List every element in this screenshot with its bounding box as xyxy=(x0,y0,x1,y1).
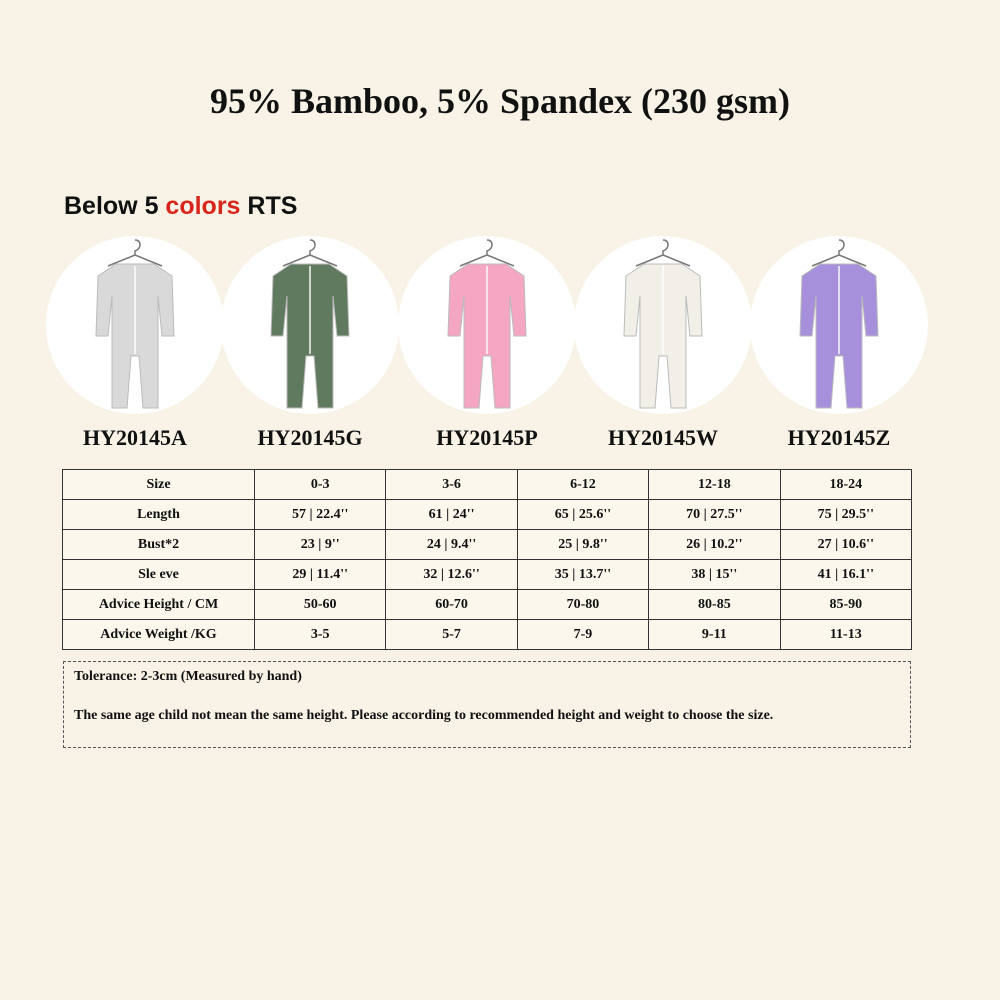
table-cell: 29 | 11.4'' xyxy=(255,560,386,590)
hanger-icon xyxy=(636,240,690,266)
notes-box xyxy=(63,661,911,748)
table-cell: 85-90 xyxy=(780,590,911,620)
row-header-cell: Advice Height / CM xyxy=(63,590,255,620)
table-cell: 38 | 15'' xyxy=(649,560,780,590)
product-code: HY20145W xyxy=(608,425,718,450)
hanger-icon xyxy=(108,240,162,266)
product-code: HY20145G xyxy=(257,425,363,450)
table-cell: 41 | 16.1'' xyxy=(780,560,911,590)
table-cell: 50-60 xyxy=(255,590,386,620)
table-cell: 32 | 12.6'' xyxy=(386,560,517,590)
table-row xyxy=(63,620,912,650)
table-cell: 3-6 xyxy=(386,470,517,500)
table-cell: 11-13 xyxy=(780,620,911,650)
table-cell: 25 | 9.8'' xyxy=(517,530,648,560)
table-cell: 61 | 24'' xyxy=(386,500,517,530)
table-cell: 9-11 xyxy=(649,620,780,650)
table-cell: 70-80 xyxy=(517,590,648,620)
row-header-cell: Bust*2 xyxy=(63,530,255,560)
subtitle-suffix-text: RTS xyxy=(240,192,298,220)
table-cell: 27 | 10.6'' xyxy=(780,530,911,560)
romper-image xyxy=(398,236,576,414)
row-header-cell: Sle eve xyxy=(63,560,255,590)
table-cell: 3-5 xyxy=(255,620,386,650)
table-cell: 24 | 9.4'' xyxy=(386,530,517,560)
table-cell: 65 | 25.6'' xyxy=(517,500,648,530)
romper-image xyxy=(574,236,752,414)
table-cell: 70 | 27.5'' xyxy=(649,500,780,530)
table-cell: 6-12 xyxy=(517,470,648,500)
table-cell: 18-24 xyxy=(780,470,911,500)
table-cell: 0-3 xyxy=(255,470,386,500)
subtitle-text: Below 5 xyxy=(64,192,166,220)
table-row xyxy=(63,500,912,530)
table-row xyxy=(63,530,912,560)
romper-image xyxy=(46,236,224,414)
page-title: 95% Bamboo, 5% Spandex (230 gsm) xyxy=(209,81,791,121)
table-cell: 60-70 xyxy=(386,590,517,620)
sizing-advice-note: The same age child not mean the same height. Please according to recommended height and weight to choose the size. xyxy=(74,708,774,723)
table-cell: 26 | 10.2'' xyxy=(649,530,780,560)
subtitle-accent-text: colors xyxy=(165,192,241,220)
hanger-icon xyxy=(812,240,866,266)
table-cell: 35 | 13.7'' xyxy=(517,560,648,590)
product-code: HY20145A xyxy=(83,425,187,450)
table-cell: 7-9 xyxy=(517,620,648,650)
romper-image xyxy=(750,236,928,414)
table-cell: 12-18 xyxy=(649,470,780,500)
product-code: HY20145Z xyxy=(787,425,891,450)
table-cell: 5-7 xyxy=(386,620,517,650)
romper-image xyxy=(221,236,399,414)
table-row xyxy=(63,470,912,500)
row-header-cell: Advice Weight /KG xyxy=(63,620,255,650)
colors-subtitle xyxy=(64,192,297,221)
row-header-cell: Length xyxy=(63,500,255,530)
product-code: HY20145P xyxy=(436,425,538,450)
table-cell: 23 | 9'' xyxy=(255,530,386,560)
table-cell: 80-85 xyxy=(649,590,780,620)
table-cell: 57 | 22.4'' xyxy=(255,500,386,530)
hanger-icon xyxy=(460,240,514,266)
table-row xyxy=(63,590,912,620)
row-header-cell: Size xyxy=(63,470,255,500)
hanger-icon xyxy=(283,240,337,266)
size-chart-table xyxy=(62,469,912,650)
table-row xyxy=(63,560,912,590)
table-cell: 75 | 29.5'' xyxy=(780,500,911,530)
tolerance-note: Tolerance: 2-3cm (Measured by hand) xyxy=(74,669,302,684)
